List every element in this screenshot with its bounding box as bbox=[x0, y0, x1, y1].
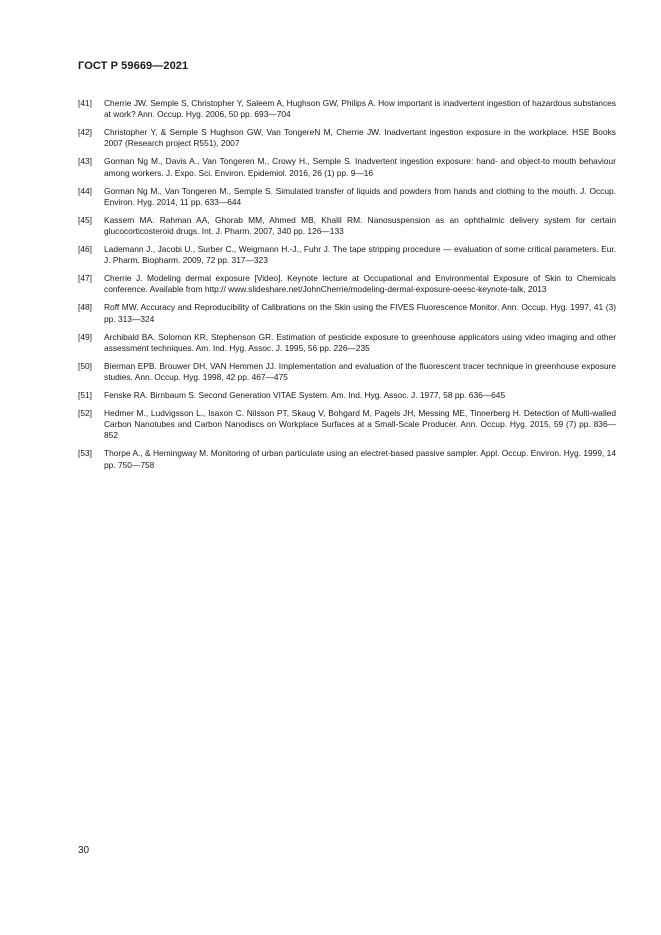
reference-text: Roff MW. Accuracy and Reproducibility of Calibrations on the Skin using the FIVES Fluorescence Monitor. Ann. Occup. Hyg. 1997, 41 (3) pp. 313—324 bbox=[104, 302, 616, 324]
reference-text: Thorpe A., & Hemingway M. Monitoring of urban particulate using an electret-based passive sampler. Appl. Occup. Environ. Hyg. 1999, 14 pp. 750—758 bbox=[104, 448, 616, 470]
reference-number: [46] bbox=[78, 243, 92, 254]
reference-item bbox=[78, 361, 616, 384]
reference-number: [45] bbox=[78, 214, 92, 225]
reference-number: [50] bbox=[78, 360, 92, 371]
reference-item bbox=[78, 98, 616, 121]
reference-item bbox=[78, 244, 616, 267]
reference-number: [53] bbox=[78, 448, 92, 459]
reference-text: Cherrie J. Modeling dermal exposure [Video]. Keynote lecture at Occupational and Environmental Exposure of Skin to Chemicals conference. Available from http:// www.slideshare.net/JohnCherrie/modeling-dermal-exposure-oeesc-keynote-talk, 2013 bbox=[104, 273, 616, 295]
reference-text: Lademann J., Jacobi U., Surber C., Weigmann H.-J., Fuhr J. The tape stripping procedure — evaluation of some critical parameters. Eur. J. Pharm. Biopharm. 2009, 72 pp. 317—323 bbox=[104, 243, 616, 266]
reference-text: Bierman EPB. Brouwer DH, VAN Hemmen JJ. Implementation and evaluation of the fluorescent tracer technique in greenhouse exposure studies. Ann. Occup. Hyg. 1998, 42 pp. 467—475 bbox=[104, 360, 616, 382]
reference-text: Christopher Y, & Semple S Hughson GW, Van TongereN M, Cherrie JW. Inadvertant ingestion exposure in the workplace. HSE Books 2007 (Research project R551), 2007 bbox=[104, 127, 616, 149]
reference-number: [48] bbox=[78, 302, 92, 313]
reference-item bbox=[78, 302, 616, 325]
reference-item bbox=[78, 332, 616, 355]
reference-item bbox=[78, 127, 616, 150]
reference-text: Gorman Ng M., Davis A., Van Tongeren M., Crowy H., Semple S. Inadvertent ingestion exposure: hand- and object-to mouth behaviour among workers. J. Expo. Sci. Environ. Epidemiol. 2016, 26 (1) pp. 9—16 bbox=[104, 156, 616, 178]
reference-number: [42] bbox=[78, 127, 92, 138]
reference-number: [52] bbox=[78, 407, 92, 418]
reference-item bbox=[78, 448, 616, 471]
reference-number: [43] bbox=[78, 156, 92, 167]
reference-list bbox=[78, 98, 616, 477]
reference-item bbox=[78, 273, 616, 296]
reference-text: Gorman Ng M., Van Tongeren M., Semple S. Simulated transfer of liquids and powders from hands and clothing to the mouth. J. Occup. Environ. Hyg. 2014, 11 pp. 633—644 bbox=[104, 185, 616, 207]
reference-number: [51] bbox=[78, 389, 92, 400]
reference-item bbox=[78, 156, 616, 179]
reference-item bbox=[78, 186, 616, 209]
reference-item bbox=[78, 390, 616, 401]
reference-item bbox=[78, 215, 616, 238]
reference-number: [44] bbox=[78, 185, 92, 196]
reference-text: Kassem MA. Rahman AA, Ghorab MM, Ahmed MB, Khalil RM. Nanosuspension as an ophthalmic delivery system for certain glucocorticosteroid drugs. Int. J. Pharm. 2007, 340 pp. 126—133 bbox=[104, 214, 616, 237]
reference-text: Fenske RA. Birnbaum S. Second Generation VITAE System. Am. Ind. Hyg. Assoc. J. 1977, 58 pp. 636—645 bbox=[104, 389, 506, 400]
reference-number: [47] bbox=[78, 273, 92, 284]
reference-text: Cherrie JW. Semple S, Christopher Y, Saleem A, Hughson GW, Philips A. How important is inadvertent ingestion of hazardous substances at work? Ann. Occup. Hyg. 2006, 50 pp. 693—704 bbox=[104, 98, 616, 120]
reference-text: Hedmer M., Ludvigsson L., Isaxon C. Nilsson PT, Skaug V, Bohgard M, Pagels JH, Messing ME, Tinnerberg H. Detection of Multi-walled Carbon Nanotubes and Carbon Nanodiscs on Workplace Surfaces at a Small-Scale Producer. Ann. Occup. Hyg. 2015, 59 (7) pp. 836—852 bbox=[104, 407, 616, 441]
reference-number: [49] bbox=[78, 331, 92, 342]
reference-text: Archibald BA. Solomon KR, Stephenson GR. Estimation of pesticide exposure to greenhouse applicators using video imaging and other assessment techniques. Am. Ind. Hyg. Assoc. J. 1995, 56 pp. 226—235 bbox=[104, 331, 616, 353]
reference-item bbox=[78, 408, 616, 442]
page-number: 30 bbox=[78, 845, 90, 856]
document-header: ГОСТ Р 59669—2021 bbox=[78, 60, 189, 72]
reference-number: [41] bbox=[78, 98, 92, 108]
